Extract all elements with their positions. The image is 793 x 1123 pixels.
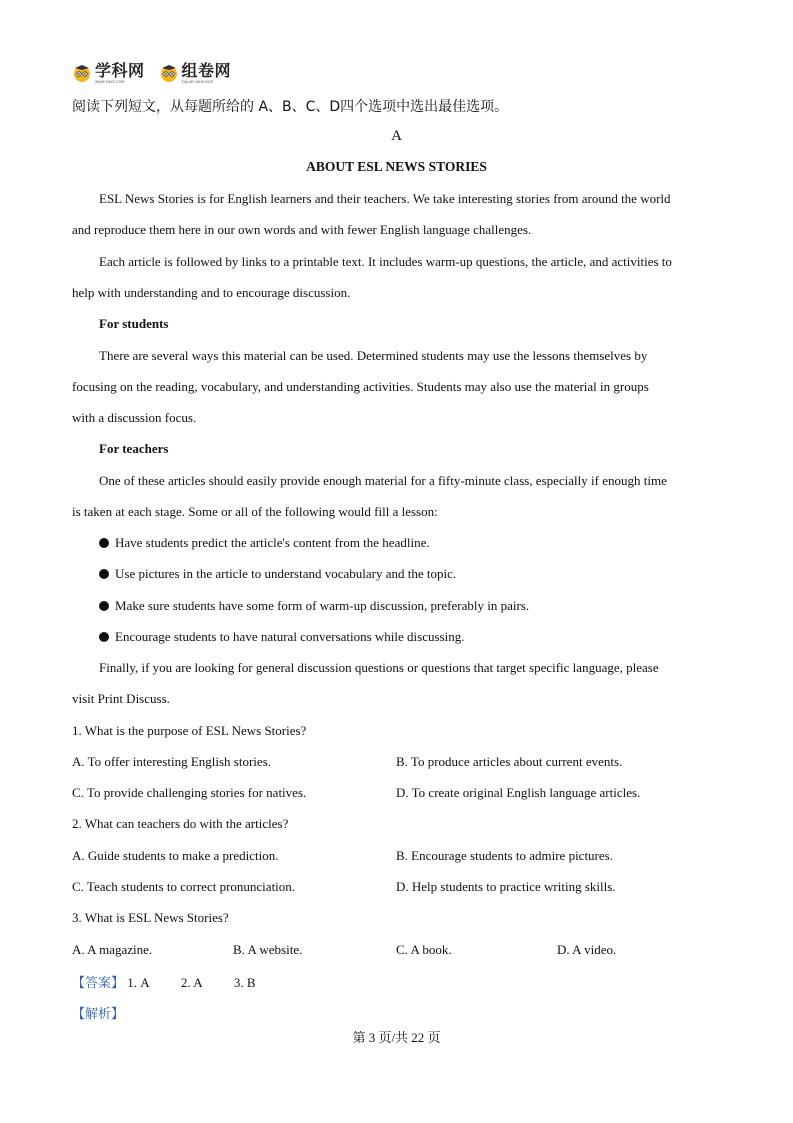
bullet-dot-icon <box>99 538 109 548</box>
paragraph-line: Each article is followed by links to a printable text. It includes warm-up questions, the article, and activities to <box>99 254 672 269</box>
q3-option-c: C. A book. <box>396 942 452 957</box>
graduate-face-icon <box>159 63 179 83</box>
bullet-item: Have students predict the article's content from the headline. <box>99 535 430 551</box>
logo-zujuanwang <box>159 60 232 84</box>
question-1: 1. What is the purpose of ESL News Stories? <box>72 723 307 738</box>
q1-option-b: B. To produce articles about current events. <box>396 754 623 769</box>
paragraph-line: and reproduce them here in our own words and with fewer English language challenges. <box>72 222 532 237</box>
q3-option-d: D. A video. <box>557 942 617 957</box>
bullet-item: Use pictures in the article to understand vocabulary and the topic. <box>99 566 456 582</box>
q2-option-a: A. Guide students to make a prediction. <box>72 848 279 863</box>
paragraph-line: is taken at each stage. Some or all of the following would fill a lesson: <box>72 504 438 519</box>
q1-option-c: C. To provide challenging stories for natives. <box>72 785 307 800</box>
q2-option-d: D. Help students to practice writing skills. <box>396 879 616 894</box>
page-number: 第 3 页/共 22 页 <box>352 1030 441 1045</box>
answer-line <box>72 972 284 991</box>
section-label: A <box>391 128 402 144</box>
paragraph-line: focusing on the reading, vocabulary, and understanding activities. Students may also use the material in groups <box>72 379 649 394</box>
teachers-heading: For teachers <box>99 441 169 456</box>
answer-label: 【答案】 <box>72 976 125 991</box>
logo-url: zujuan.xkw.com <box>181 78 214 84</box>
q3-option-b: B. A website. <box>233 942 303 957</box>
paragraph-line: help with understanding and to encourage discussion. <box>72 285 351 300</box>
answer-value: 2. A <box>180 975 203 990</box>
bullet-dot-icon <box>99 569 109 579</box>
answer-value: 3. B <box>233 975 256 990</box>
q2-option-b: B. Encourage students to admire pictures. <box>396 848 613 863</box>
paragraph-line: There are several ways this material can be used. Determined students may use the lessons themselves by <box>99 348 648 363</box>
q1-option-a: A. To offer interesting English stories. <box>72 754 271 769</box>
logo-xuekewang <box>72 60 145 84</box>
q3-option-a: A. A magazine. <box>72 942 153 957</box>
bullet-item: Make sure students have some form of warm-up discussion, preferably in pairs. <box>99 598 529 614</box>
answer-value: 1. A <box>127 975 150 990</box>
bullet-item: Encourage students to have natural conversations while discussing. <box>99 629 464 645</box>
instruction: 阅读下列短文，从每题所给的 A、B、C、D四个选项中选出最佳选项。 <box>72 99 509 115</box>
students-heading: For students <box>99 316 169 331</box>
paragraph-line: One of these articles should easily provide enough material for a fifty-minute class, especially if enough time <box>99 473 667 488</box>
q1-option-d: D. To create original English language articles. <box>396 785 641 800</box>
q2-option-c: C. Teach students to correct pronunciation. <box>72 879 296 894</box>
logo-url: www.zxxk.com <box>95 78 125 84</box>
paragraph-line: with a discussion focus. <box>72 410 197 425</box>
paragraph-line: visit Print Discuss. <box>72 691 170 706</box>
question-3: 3. What is ESL News Stories? <box>72 910 229 925</box>
header-logos <box>72 58 231 88</box>
logo-name: 学科网 <box>95 60 145 80</box>
paragraph-line: Finally, if you are looking for general discussion questions or questions that target specific language, please <box>99 660 659 675</box>
question-2: 2. What can teachers do with the articles? <box>72 816 289 831</box>
bullet-dot-icon <box>99 632 109 642</box>
analysis-label: 【解析】 <box>72 1007 125 1022</box>
bullet-dot-icon <box>99 601 109 611</box>
article-title: ABOUT ESL NEWS STORIES <box>306 159 487 174</box>
paragraph-line: ESL News Stories is for English learners and their teachers. We take interesting stories from around the world <box>99 191 671 206</box>
logo-name: 组卷网 <box>181 60 232 80</box>
graduate-face-icon <box>72 63 92 83</box>
